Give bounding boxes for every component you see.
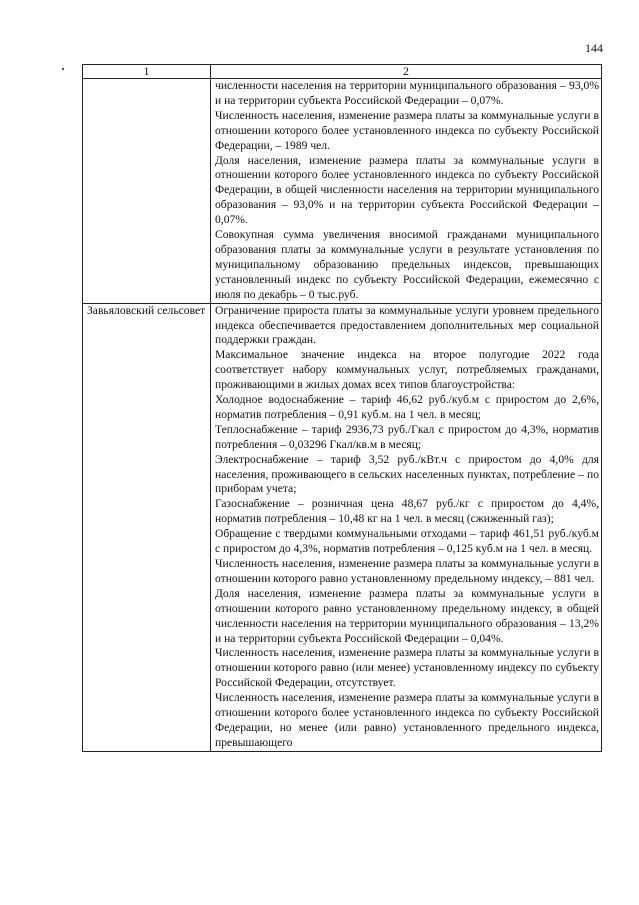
paragraph: Газоснабжение – розничная цена 48,67 руб./кг с приростом до 4,4%, норматив потребления – 10,48 кг на 1 чел. в месяц (сжиженный газ); — [215, 497, 599, 526]
row-content — [211, 79, 602, 304]
paragraph: Ограничение прироста платы за коммунальные услуги уровнем предельного индекса обеспечивается предоставлением дополнительных мер социальной поддержки граждан. — [215, 303, 599, 347]
document-table — [82, 64, 602, 752]
row-label-zavyalovsky: Завьяловский сельсовет — [83, 303, 211, 751]
table-header-row — [83, 65, 602, 79]
paragraph: численности населения на территории муниципального образования – 93,0% и на территории субъекта Российской Федерации – 0,07%. — [215, 79, 599, 107]
row-content — [211, 303, 602, 751]
paragraph: Доля населения, изменение размера платы за коммунальные услуги в отношении которого равно установленному предельному индексу, в общей численности населения на территории муниципального образования – 13,2% и на территории субъекта Российской Федерации – 0,04%. — [215, 586, 599, 645]
paragraph: Максимальное значение индекса на второе полугодие 2022 года соответствует набору коммунальных услуг, потребляемых гражданами, проживающими в жилых домах всех типов благоустройства: — [215, 348, 599, 392]
table-row — [83, 79, 602, 304]
paragraph: Численность населения, изменение размера платы за коммунальные услуги в отношении которого более установленного индекса по субъекту Российской Федерации, – 1989 чел. — [215, 108, 599, 152]
paragraph: Электроснабжение – тариф 3,52 руб./кВт.ч с приростом до 4,0% для населения, проживающего в сельских населенных пунктах, потребление – по приборам учета; — [215, 452, 599, 496]
paragraph: Холодное водоснабжение – тариф 46,62 руб./куб.м с приростом до 2,6%, норматив потребления – 0,91 куб.м. на 1 чел. в месяц; — [215, 393, 599, 421]
paragraph: Совокупная сумма увеличения вносимой гражданами муниципального образования платы за коммунальные услуги в результате установления по муниципальному образованию предельных индексов, превышающих установленный индекс по субъекту Российской Федерации, ежемесячно с июля по декабрь – 0 тыс.руб. — [215, 228, 599, 301]
row-label — [83, 79, 211, 304]
paragraph: Численность населения, изменение размера платы за коммунальные услуги в отношении которого равно (или менее) установленному индексу по субъекту Российской Федерации, отсутствует. — [215, 646, 599, 690]
table-row — [83, 303, 602, 751]
paragraph: Численность населения, изменение размера платы за коммунальные услуги в отношении которого более установленного индекса по субъекту Российской Федерации, но менее (или равно) установленного предельного индекса, превышающего — [215, 691, 599, 749]
page-number: 144 — [585, 41, 603, 55]
paragraph: Обращение с твердыми коммунальными отходами – тариф 461,51 руб./куб.м с приростом до 4,3%, норматив потребления – 0,125 куб.м на 1 чел. в месяц. — [215, 527, 599, 556]
paragraph: Доля населения, изменение размера платы за коммунальные услуги в отношении которого более установленного индекса по субъекту Российской Федерации, в общей численности населения на территории муниципального образования – 93,0% и на территории субъекта Российской Федерации – 0,07%. — [215, 153, 599, 227]
column-header-2: 2 — [211, 65, 602, 79]
paragraph: Численность населения, изменение размера платы за коммунальные услуги в отношении которого равно установленному предельному индексу, – 881 чел. — [215, 557, 599, 585]
paragraph: Теплоснабжение – тариф 2936,73 руб./Гкал с приростом до 4,3%, норматив потребления – 0,03296 Гкал/кв.м в месяц; — [215, 422, 599, 451]
column-header-1: 1 — [83, 65, 211, 79]
scan-artifact-dot — [62, 68, 64, 70]
